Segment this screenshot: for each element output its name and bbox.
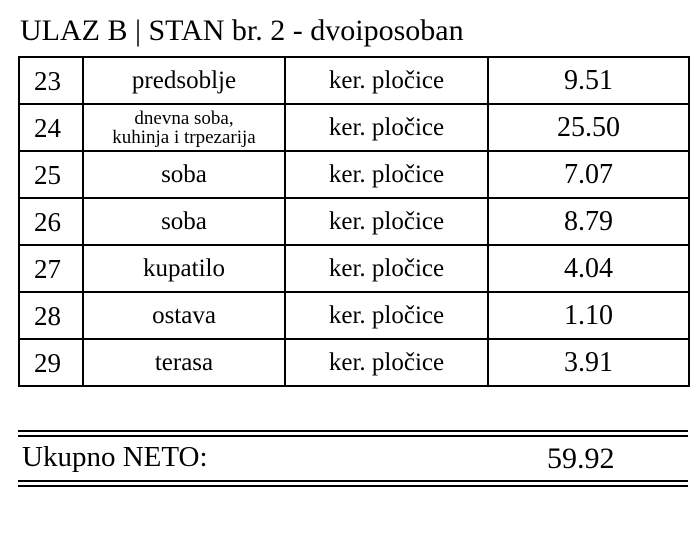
room-number: 24 (19, 104, 83, 151)
floor-type: ker. pločice (285, 104, 488, 151)
room-name-line-1: dnevna soba, (134, 107, 234, 129)
floor-type: ker. pločice (285, 292, 488, 339)
table-row (19, 245, 689, 292)
table-row (19, 151, 689, 198)
room-name: terasa (83, 339, 285, 386)
room-area: 8.79 (488, 198, 689, 245)
room-area: 1.10 (488, 292, 689, 339)
table-row (19, 339, 689, 386)
room-number: 28 (19, 292, 83, 339)
room-area: 4.04 (488, 245, 689, 292)
room-number: 25 (19, 151, 83, 198)
total-value: 59.92 (547, 442, 615, 475)
floor-type: ker. pločice (285, 245, 488, 292)
room-area: 3.91 (488, 339, 689, 386)
table-row (19, 104, 689, 151)
floor-type: ker. pločice (285, 151, 488, 198)
room-number: 23 (19, 57, 83, 104)
room-area: 25.50 (488, 104, 689, 151)
room-name (83, 104, 285, 151)
total-top-divider (18, 430, 688, 437)
room-name-line-2: kuhinja i trpezarija (112, 126, 256, 148)
rooms-table (18, 56, 690, 387)
room-number: 26 (19, 198, 83, 245)
floor-type: ker. pločice (285, 339, 488, 386)
floor-type: ker. pločice (285, 57, 488, 104)
table-row (19, 198, 689, 245)
room-name: soba (83, 151, 285, 198)
table-row (19, 57, 689, 104)
total-label: Ukupno NETO: (22, 441, 208, 473)
room-name: ostava (83, 292, 285, 339)
room-area: 9.51 (488, 57, 689, 104)
total-bottom-divider (18, 480, 688, 487)
room-area: 7.07 (488, 151, 689, 198)
floor-type: ker. pločice (285, 198, 488, 245)
room-number: 27 (19, 245, 83, 292)
room-name: soba (83, 198, 285, 245)
document-title: ULAZ B | STAN br. 2 - dvoiposoban (20, 14, 464, 47)
room-name: predsoblje (83, 57, 285, 104)
room-number: 29 (19, 339, 83, 386)
room-name: kupatilo (83, 245, 285, 292)
table-row (19, 292, 689, 339)
